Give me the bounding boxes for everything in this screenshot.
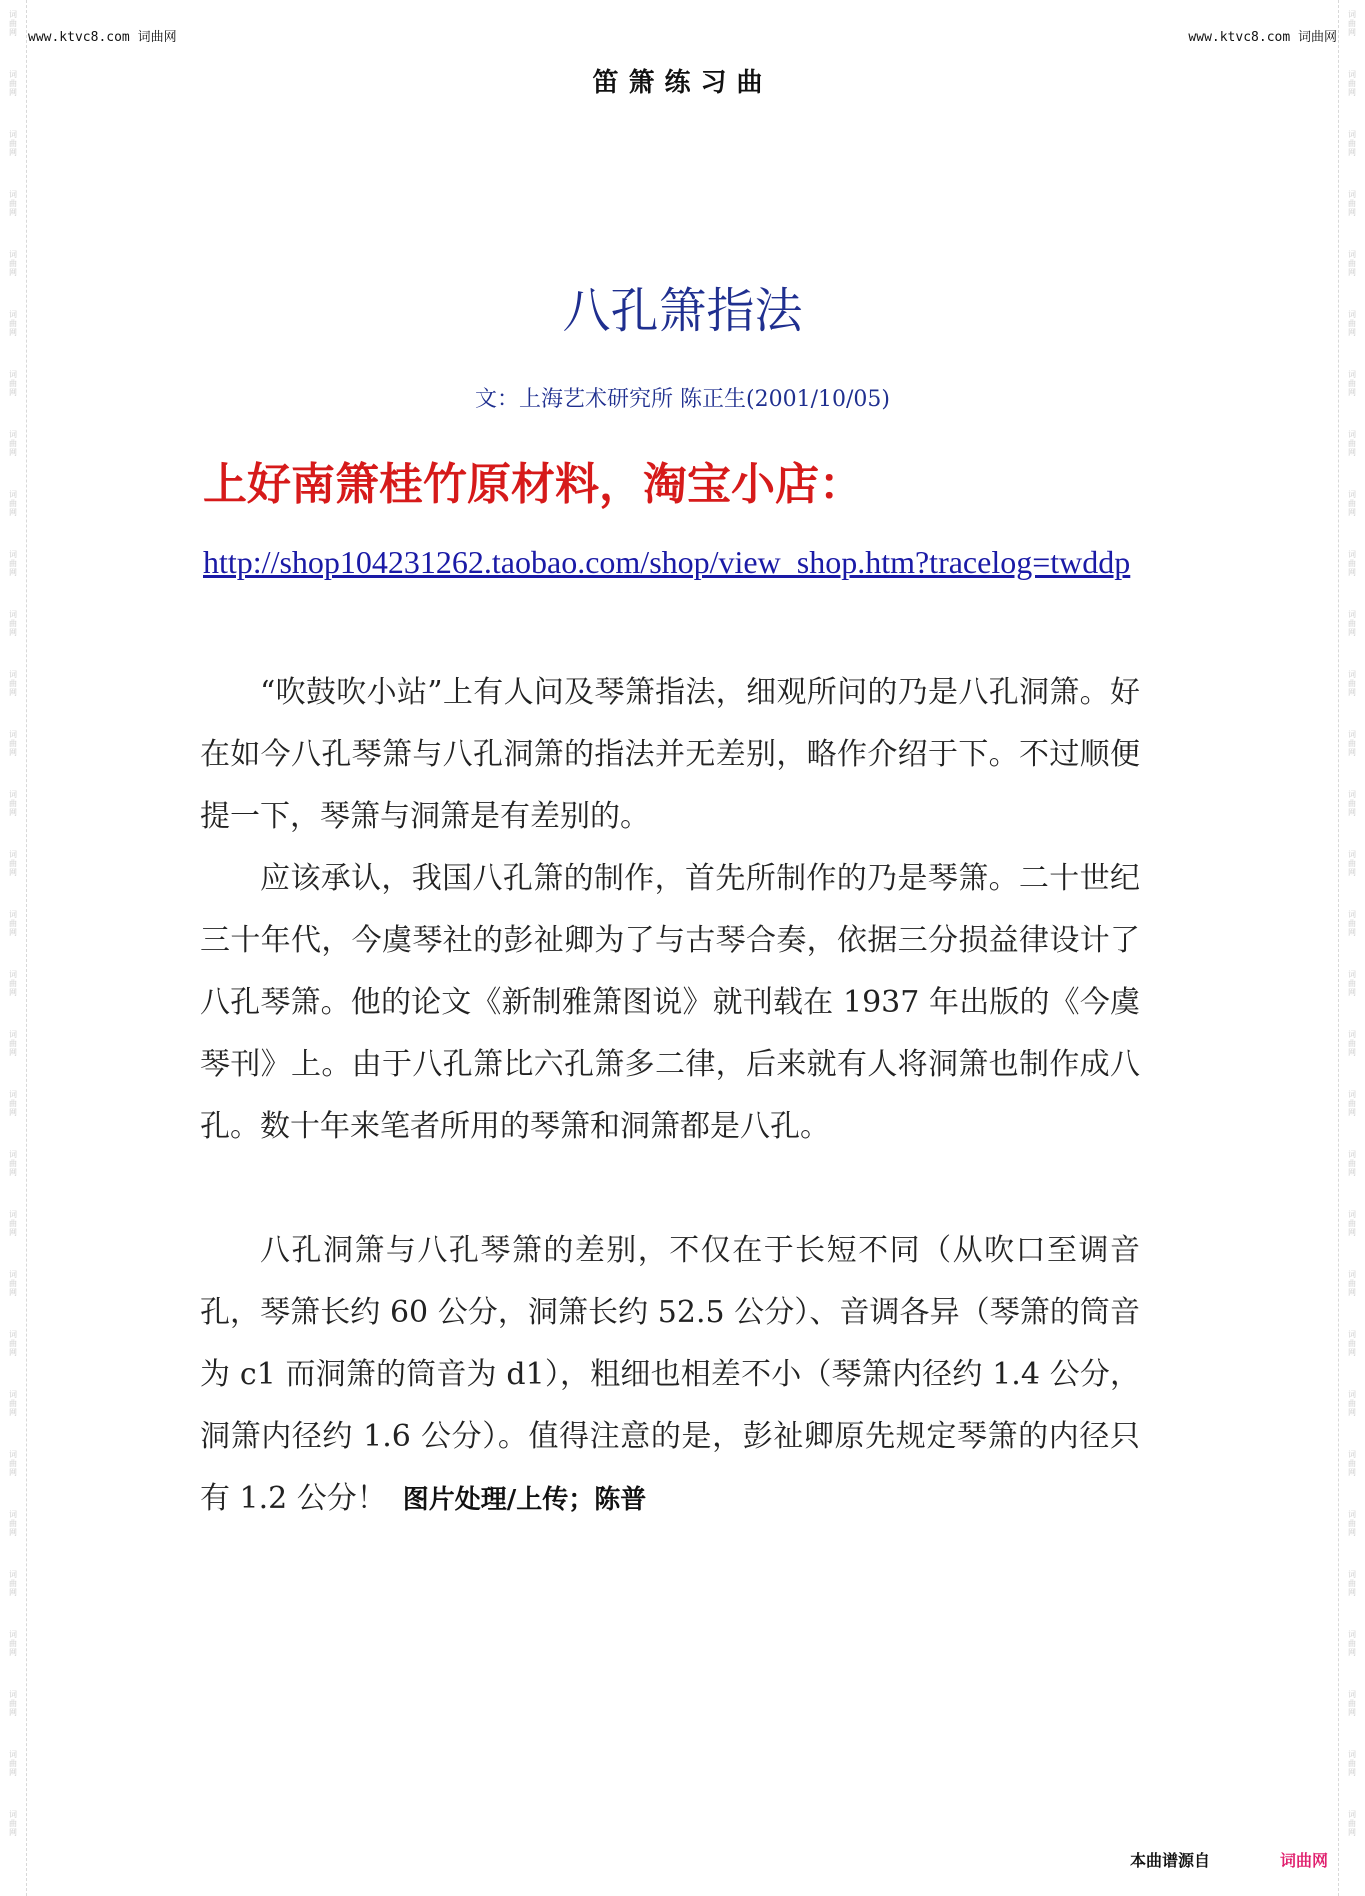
watermark-mark: 词 曲 网	[9, 910, 17, 937]
paragraph-3	[200, 1220, 1140, 1531]
watermark-mark: 词 曲 网	[1348, 970, 1356, 997]
watermark-mark: 词 曲 网	[9, 730, 17, 757]
shop-ad-heading: 上好南箫桂竹原材料，淘宝小店：	[203, 459, 863, 510]
watermark-mark: 词 曲 网	[9, 1810, 17, 1837]
watermark-mark: 词 曲 网	[1348, 1630, 1356, 1657]
watermark-mark: 词 曲 网	[1348, 1510, 1356, 1537]
watermark-mark: 词 曲 网	[9, 1690, 17, 1717]
watermark-mark: 词 曲 网	[1348, 1750, 1356, 1777]
watermark-mark: 词 曲 网	[9, 670, 17, 697]
watermark-mark: 词 曲 网	[1348, 850, 1356, 877]
watermark-mark: 词 曲 网	[9, 310, 17, 337]
shop-link[interactable]: http://shop104231262.taobao.com/shop/view_shop.htm?tracelog=twddp	[203, 544, 1131, 580]
watermark-mark: 词 曲 网	[1348, 1030, 1356, 1057]
watermark-mark: 词 曲 网	[1348, 1390, 1356, 1417]
watermark-mark: 词 曲 网	[9, 850, 17, 877]
watermark-mark: 词 曲 网	[9, 70, 17, 97]
watermark-mark: 词 曲 网	[1348, 790, 1356, 817]
watermark-mark: 词 曲 网	[1348, 1330, 1356, 1357]
watermark-mark: 词 曲 网	[1348, 670, 1356, 697]
watermark-mark: 词 曲 网	[9, 1510, 17, 1537]
watermark-mark: 词 曲 网	[9, 1150, 17, 1177]
watermark-mark: 词 曲 网	[9, 1750, 17, 1777]
watermark-mark: 词 曲 网	[9, 610, 17, 637]
watermark-mark: 词 曲 网	[9, 970, 17, 997]
watermark-mark: 词 曲 网	[9, 1270, 17, 1297]
watermark-mark: 词 曲 网	[1348, 190, 1356, 217]
watermark-mark: 词 曲 网	[1348, 130, 1356, 157]
watermark-mark: 词 曲 网	[1348, 730, 1356, 757]
header-site-link-right[interactable]: www.ktvc8.com 词曲网	[1188, 30, 1337, 45]
watermark-mark: 词 曲 网	[1348, 250, 1356, 277]
watermark-mark: 词 曲 网	[1348, 10, 1356, 37]
watermark-mark: 词 曲 网	[9, 1630, 17, 1657]
watermark-mark: 词 曲 网	[9, 790, 17, 817]
watermark-mark: 词 曲 网	[9, 430, 17, 457]
footer-brand-link[interactable]: 词曲网	[1280, 1851, 1329, 1870]
watermark-mark: 词 曲 网	[1348, 1810, 1356, 1837]
watermark-mark: 词 曲 网	[1348, 1150, 1356, 1177]
watermark-mark: 词 曲 网	[1348, 370, 1356, 397]
footer-source-label: 本曲谱源自	[1130, 1851, 1211, 1870]
watermark-mark: 词 曲 网	[1348, 1090, 1356, 1117]
watermark-mark: 词 曲 网	[9, 1030, 17, 1057]
upload-credit: 图片处理/上传；陈普	[402, 1485, 647, 1515]
watermark-mark: 词 曲 网	[9, 130, 17, 157]
watermark-mark: 词 曲 网	[9, 10, 17, 37]
watermark-mark: 词 曲 网	[9, 250, 17, 277]
watermark-mark: 词 曲 网	[9, 490, 17, 517]
watermark-mark: 词 曲 网	[9, 550, 17, 577]
watermark-mark: 词 曲 网	[1348, 1210, 1356, 1237]
page-title: 笛箫练习曲	[592, 68, 773, 98]
watermark-mark: 词 曲 网	[9, 1090, 17, 1117]
watermark-mark: 词 曲 网	[1348, 430, 1356, 457]
watermark-mark: 词 曲 网	[1348, 1270, 1356, 1297]
watermark-mark: 词 曲 网	[9, 190, 17, 217]
paragraph-3-text: 八孔洞箫与八孔琴箫的差别，不仅在于长短不同（从吹口至调音孔，琴箫长约 60 公分，洞箫长约 52.5 公分）、音调各异（琴箫的筒音为 c1 而洞箫的筒音为 d1），粗细也相差不小（琴箫内径约 1.4 公分，洞箫内径约 1.6 公分）。值得注意的是，彭祉卿原先规定琴箫的内径只有 1.2 公分！	[200, 1233, 1140, 1516]
watermark-mark: 词 曲 网	[9, 1210, 17, 1237]
watermark-mark: 词 曲 网	[1348, 910, 1356, 937]
article-title: 八孔箫指法	[562, 283, 803, 339]
watermark-mark: 词 曲 网	[1348, 70, 1356, 97]
watermark-mark: 词 曲 网	[1348, 1690, 1356, 1717]
watermark-mark: 词 曲 网	[1348, 610, 1356, 637]
watermark-mark: 词 曲 网	[9, 1330, 17, 1357]
watermark-mark: 词 曲 网	[1348, 490, 1356, 517]
watermark-mark: 词 曲 网	[9, 370, 17, 397]
header-site-link-left[interactable]: www.ktvc8.com 词曲网	[28, 30, 177, 45]
watermark-mark: 词 曲 网	[1348, 310, 1356, 337]
article-byline: 文：上海艺术研究所 陈正生(2001/10/05)	[475, 387, 890, 412]
watermark-mark: 词 曲 网	[1348, 550, 1356, 577]
paragraph-1: “吹鼓吹小站”上有人问及琴箫指法，细观所问的乃是八孔洞箫。好在如今八孔琴箫与八孔洞箫的指法并无差别，略作介绍于下。不过顺便提一下，琴箫与洞箫是有差别的。	[200, 675, 1140, 834]
watermark-mark: 词 曲 网	[9, 1570, 17, 1597]
watermark-mark: 词 曲 网	[9, 1450, 17, 1477]
paragraph-2: 应该承认，我国八孔箫的制作，首先所制作的乃是琴箫。二十世纪三十年代，今虞琴社的彭祉卿为了与古琴合奏，依据三分损益律设计了八孔琴箫。他的论文《新制雅箫图说》就刊载在 1937 年出版的《今虞琴刊》上。由于八孔箫比六孔箫多二律，后来就有人将洞箫也制作成八孔。数十年来笔者所用的琴箫和洞箫都是八孔。	[200, 861, 1140, 1144]
watermark-mark: 词 曲 网	[1348, 1570, 1356, 1597]
watermark-mark: 词 曲 网	[9, 1390, 17, 1417]
watermark-mark: 词 曲 网	[1348, 1450, 1356, 1477]
